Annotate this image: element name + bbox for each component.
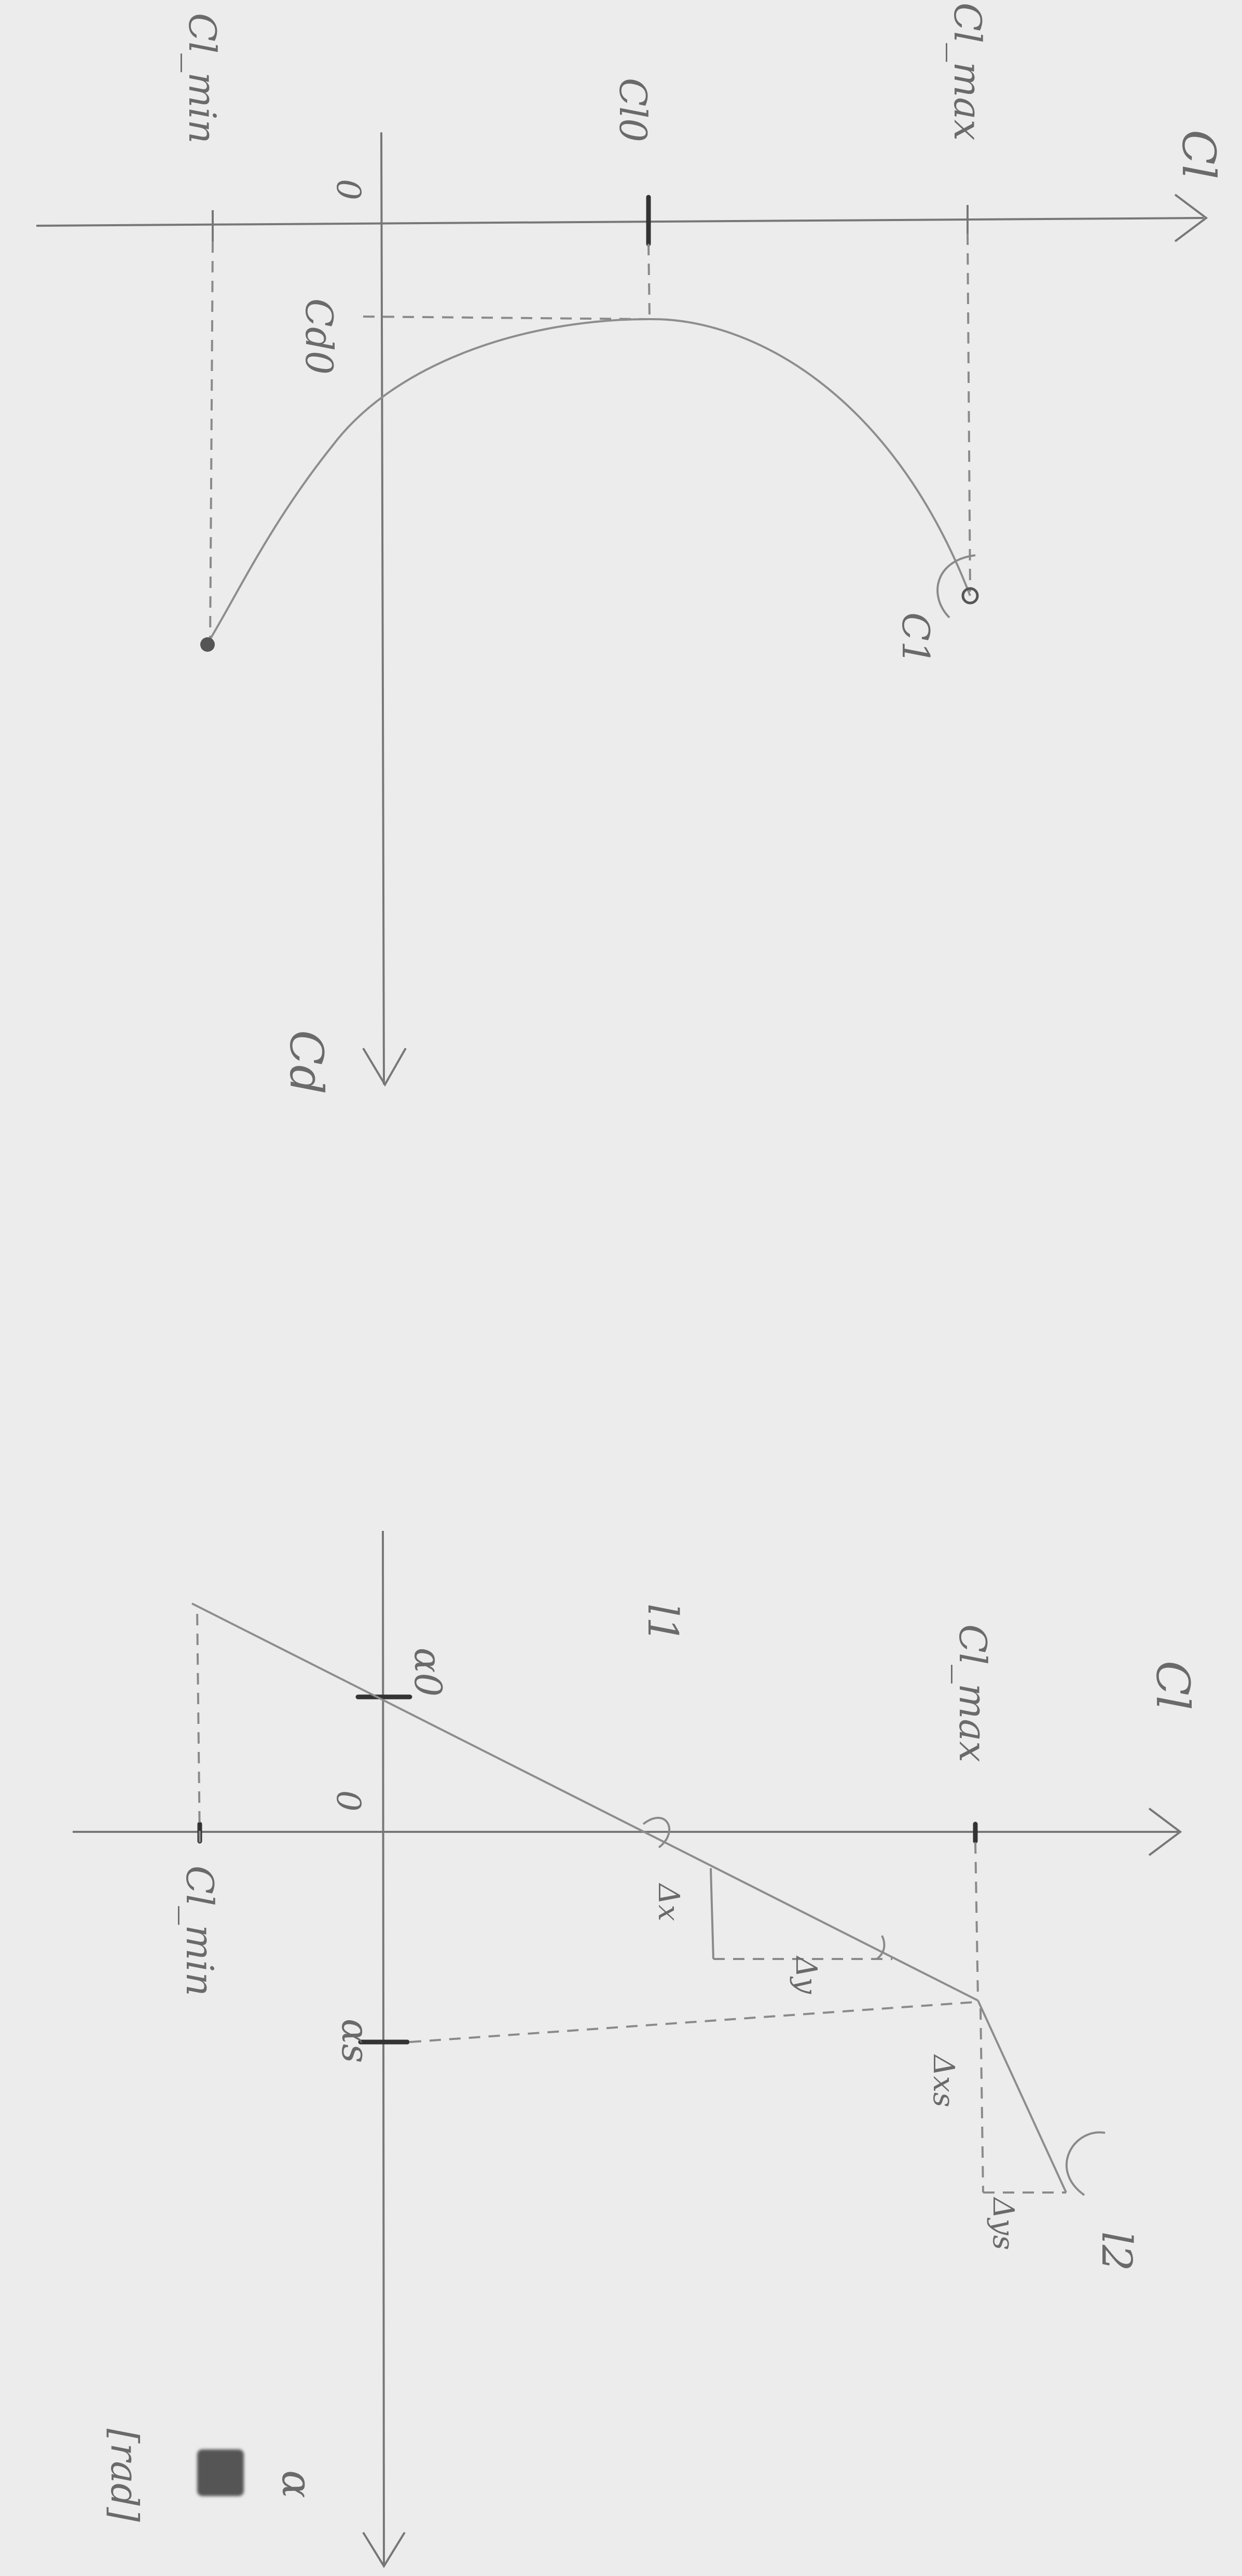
scribble-mark — [197, 2449, 244, 2496]
l2-label: l2 — [1093, 2231, 1141, 2271]
dxs-label: Δxs — [927, 2055, 960, 2107]
cl-min-guide-bottom — [197, 1609, 200, 1842]
alpha-s-label: αs — [334, 2019, 377, 2063]
cl0-guide — [648, 244, 650, 318]
c1-label: C1 — [894, 612, 937, 665]
alpha-axis — [383, 1531, 384, 2566]
cd-axis-label: Cd — [280, 1030, 333, 1094]
cl-max-label-top: Cl_max — [946, 3, 989, 141]
alpha-axis-label: α — [273, 2470, 321, 2499]
cl-min-label-top: Cl_min — [181, 13, 224, 144]
cl-min-label-bottom: Cl_min — [178, 1866, 222, 1996]
cl0-label: Cl0 — [611, 78, 655, 142]
dy-label: Δy — [789, 1956, 823, 1994]
cl-min-point — [200, 637, 215, 652]
dys-label: Δys — [986, 2198, 1020, 2250]
cl-axis-label-top: Cl — [1172, 130, 1225, 180]
unit-label: [rad] — [103, 2429, 146, 2522]
slope-dxs-side — [981, 2008, 983, 2193]
l2-pointer — [1067, 2132, 1105, 2195]
drag-polar-diagram — [36, 3, 1225, 1094]
dy-pointer — [877, 1936, 884, 1959]
cd0-label: Cd0 — [297, 298, 341, 375]
alpha0-label: α0 — [406, 1648, 450, 1697]
cl-max-guide-top — [968, 234, 970, 592]
origin-label-top: 0 — [329, 179, 367, 200]
lift-curve-diagram — [73, 1531, 1199, 2566]
cl-min-guide-top — [210, 241, 213, 643]
cl-max-guide-bottom — [975, 1842, 978, 1998]
lift-line-l1 — [192, 1604, 978, 2000]
lift-line-l2 — [978, 2000, 1066, 2193]
alpha-s-guide — [410, 2002, 975, 2042]
cl-axis-top — [36, 218, 1204, 226]
cl-max-label-bottom: Cl_max — [951, 1624, 995, 1762]
cd0-guide — [363, 317, 646, 319]
cl-axis-label-bottom: Cl — [1146, 1661, 1199, 1710]
l1-label: l1 — [639, 1604, 687, 1643]
dx-label: Δx — [652, 1884, 685, 1922]
origin-label-bottom: 0 — [329, 1790, 367, 1812]
cd-axis — [381, 132, 384, 1085]
slope-dx-side — [711, 1868, 713, 1959]
